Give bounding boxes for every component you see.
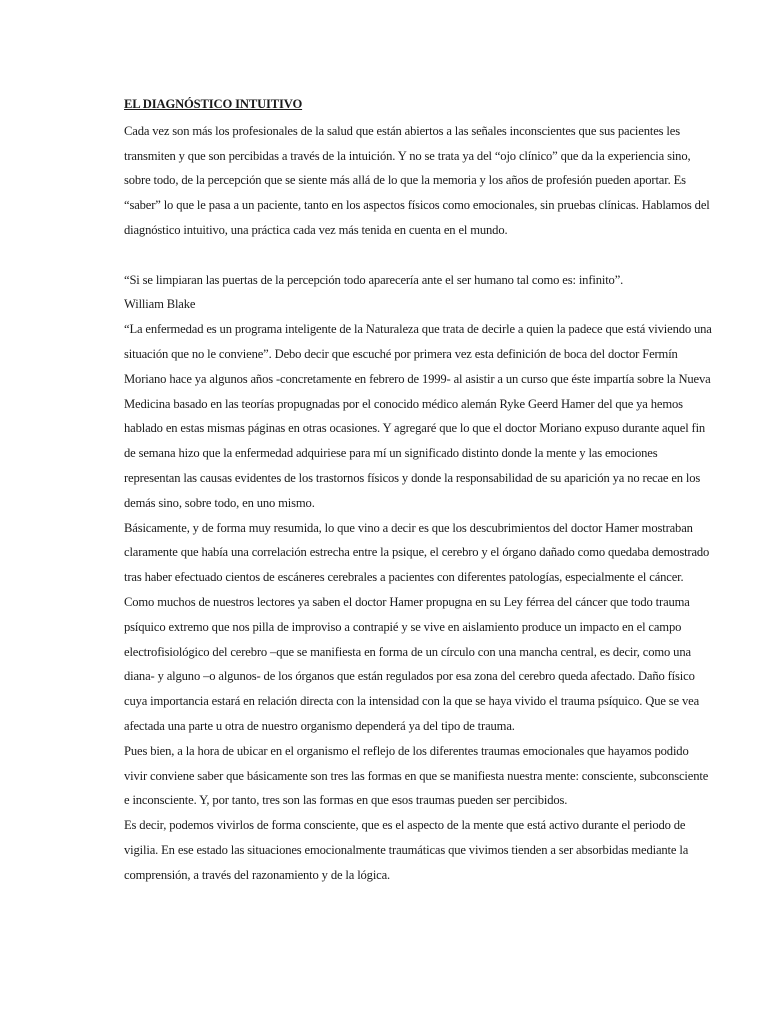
paragraph-body-1: “La enfermedad es un programa inteligente de la Naturaleza que trata de decirle a quien la padece que está viviendo una situación que no le conviene”. Debo decir que escuché por primera vez esta definición de boca del doctor Fermín Moriano hace ya algunos años -concretamente en febrero de 1999- al asistir a un curso que éste impartía sobre la Nueva Medicina basado en las teorías propugnadas por el conocido médico alemán Ryke Geerd Hamer del que ya hemos hablado en estas mismas páginas en otras ocasiones. Y agregaré que lo que el doctor Moriano expuso durante aquel fin de semana hizo que la enfermedad adquiriese para mí un significado distinto donde la mente y las emociones representan las causas evidentes de los trastornos físicos y donde la responsabilidad de su aparición ya no recae en los demás sino, sobre todo, en uno mismo. — [124, 322, 712, 510]
paragraph-body-2: Básicamente, y de forma muy resumida, lo que vino a decir es que los descubrimientos del doctor Hamer mostraban claramente que había una correlación estrecha entre la psique, el cerebro y el órgano dañado como quedaba demostrado tras haber efectuado cientos de escáneres cerebrales a pacientes con diferentes patologías, especialmente el cáncer. — [124, 520, 710, 585]
paragraph-quote: “Si se limpiaran las puertas de la percepción todo aparecería ante el ser humano tal como es: infinito”. — [124, 272, 624, 287]
paragraph-body-4: Pues bien, a la hora de ubicar en el organismo el reflejo de los diferentes traumas emocionales que hayamos podido vivir conviene saber que básicamente son tres las formas en que se manifiesta nuestra mente: consciente, subconsciente e inconsciente. Y, por tanto, tres son las formas en que esos traumas pueden ser percibidos. — [124, 743, 709, 808]
document-title: EL DIAGNÓSTICO INTUITIVO — [124, 97, 303, 111]
document-page — [124, 92, 714, 888]
paragraph-body-3: Como muchos de nuestros lectores ya saben el doctor Hamer propugna en su Ley férrea del cáncer que todo trauma psíquico extremo que nos pilla de improviso a contrapié y se vive en aislamiento produce un impacto en el campo electrofisiológico del cerebro –que se manifiesta en forma de un círculo con una mancha central, es decir, como una diana- y alguno –o algunos- de los órganos que están regulados por esa zona del cerebro queda afectado. Daño físico cuya importancia estará en relación directa con la intensidad con la que se haya vivido el trauma psíquico. Que se vea afectada una parte u otra de nuestro organismo dependerá ya del tipo de trauma. — [124, 594, 700, 733]
paragraph-intro: Cada vez son más los profesionales de la salud que están abiertos a las señales inconscientes que sus pacientes les transmiten y que son percibidas a través de la intuición. Y no se trata ya del “ojo clínico” que da la experiencia sino, sobre todo, de la percepción que se siente más allá de lo que la memoria y los años de profesión pueden aportar. Es “saber” lo que le pasa a un paciente, tanto en los aspectos físicos como emocionales, sin pruebas clínicas. Hablamos del diagnóstico intuitivo, una práctica cada vez más tenida en cuenta en el mundo. — [124, 123, 710, 237]
paragraph-body-5: Es decir, podemos vivirlos de forma consciente, que es el aspecto de la mente que está activo durante el periodo de vigilia. En ese estado las situaciones emocionalmente traumáticas que vivimos tienden a ser absorbidas mediante la comprensión, a través del razonamiento y de la lógica. — [124, 818, 689, 882]
blank-line — [124, 243, 714, 268]
paragraph-quote-author: William Blake — [124, 297, 196, 312]
